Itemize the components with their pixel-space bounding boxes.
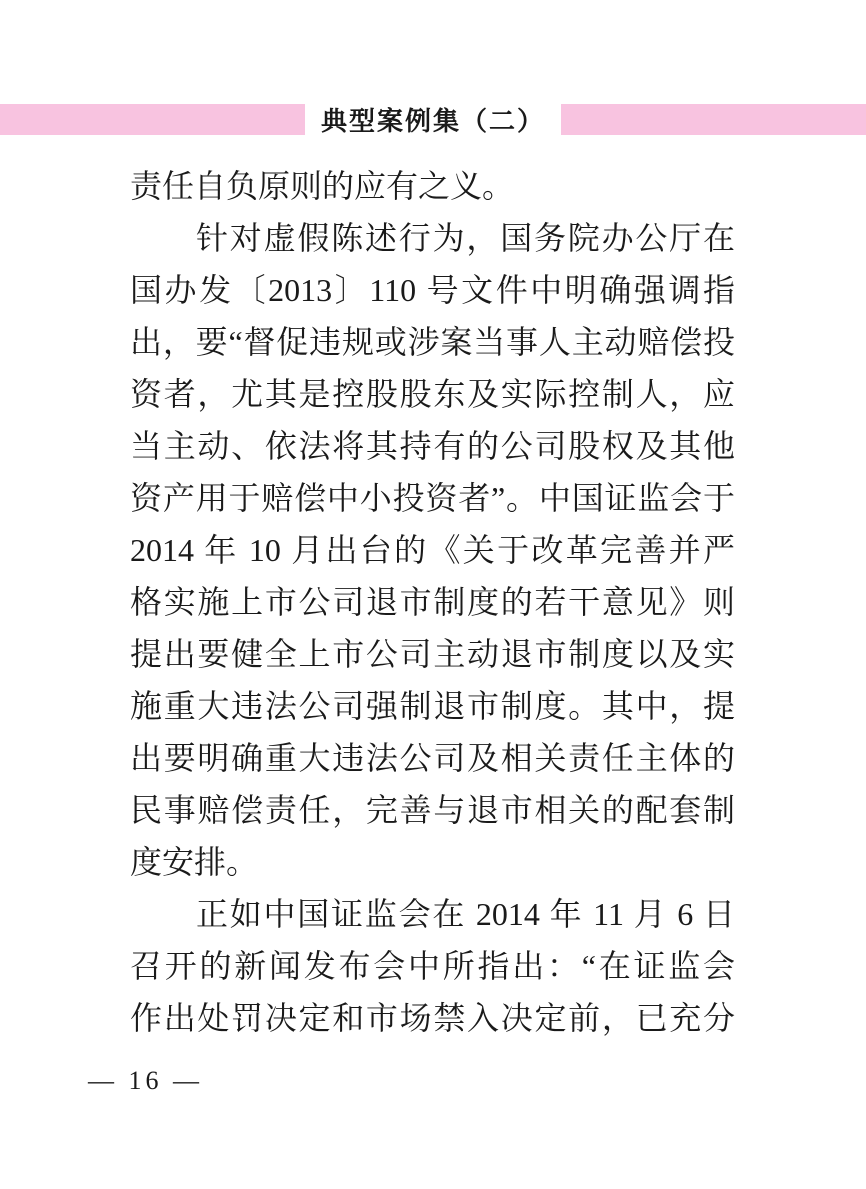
page-number: — 16 —	[88, 1066, 203, 1095]
body-line: 格实施上市公司退市制度的若干意见》则	[130, 584, 735, 620]
body-line: 作出处罚决定和市场禁入决定前，已充分	[130, 1000, 735, 1036]
body-line: 2014 年 10 月出台的《关于改革完善并严	[130, 532, 735, 568]
body-line: 出要明确重大违法公司及相关责任主体的	[130, 740, 735, 776]
body-line: 国办发〔2013〕110 号文件中明确强调指	[130, 272, 735, 308]
body-line: 责任自负原则的应有之义。	[130, 168, 515, 204]
page-footer	[88, 1066, 203, 1096]
body-line: 当主动、依法将其持有的公司股权及其他	[130, 428, 735, 464]
running-header	[0, 104, 866, 135]
running-header-title: 典型案例集（二）	[321, 107, 546, 136]
body-line: 度安排。	[130, 844, 259, 880]
header-band-right	[561, 104, 866, 135]
body-text-block	[130, 160, 735, 1044]
body-line: 施重大违法公司强制退市制度。其中，提	[130, 688, 735, 724]
body-line: 民事赔偿责任，完善与退市相关的配套制	[130, 792, 735, 828]
body-line: 召开的新闻发布会中所指出：“在证监会	[130, 948, 735, 984]
body-line: 资产用于赔偿中小投资者”。中国证监会于	[130, 480, 735, 516]
body-line: 正如中国证监会在 2014 年 11 月 6 日	[196, 896, 735, 932]
body-line: 出，要“督促违规或涉案当事人主动赔偿投	[130, 324, 735, 360]
body-line: 资者，尤其是控股股东及实际控制人，应	[130, 376, 735, 412]
header-band-left	[0, 104, 305, 135]
body-line: 针对虚假陈述行为，国务院办公厅在	[196, 220, 735, 256]
body-line: 提出要健全上市公司主动退市制度以及实	[130, 636, 735, 672]
